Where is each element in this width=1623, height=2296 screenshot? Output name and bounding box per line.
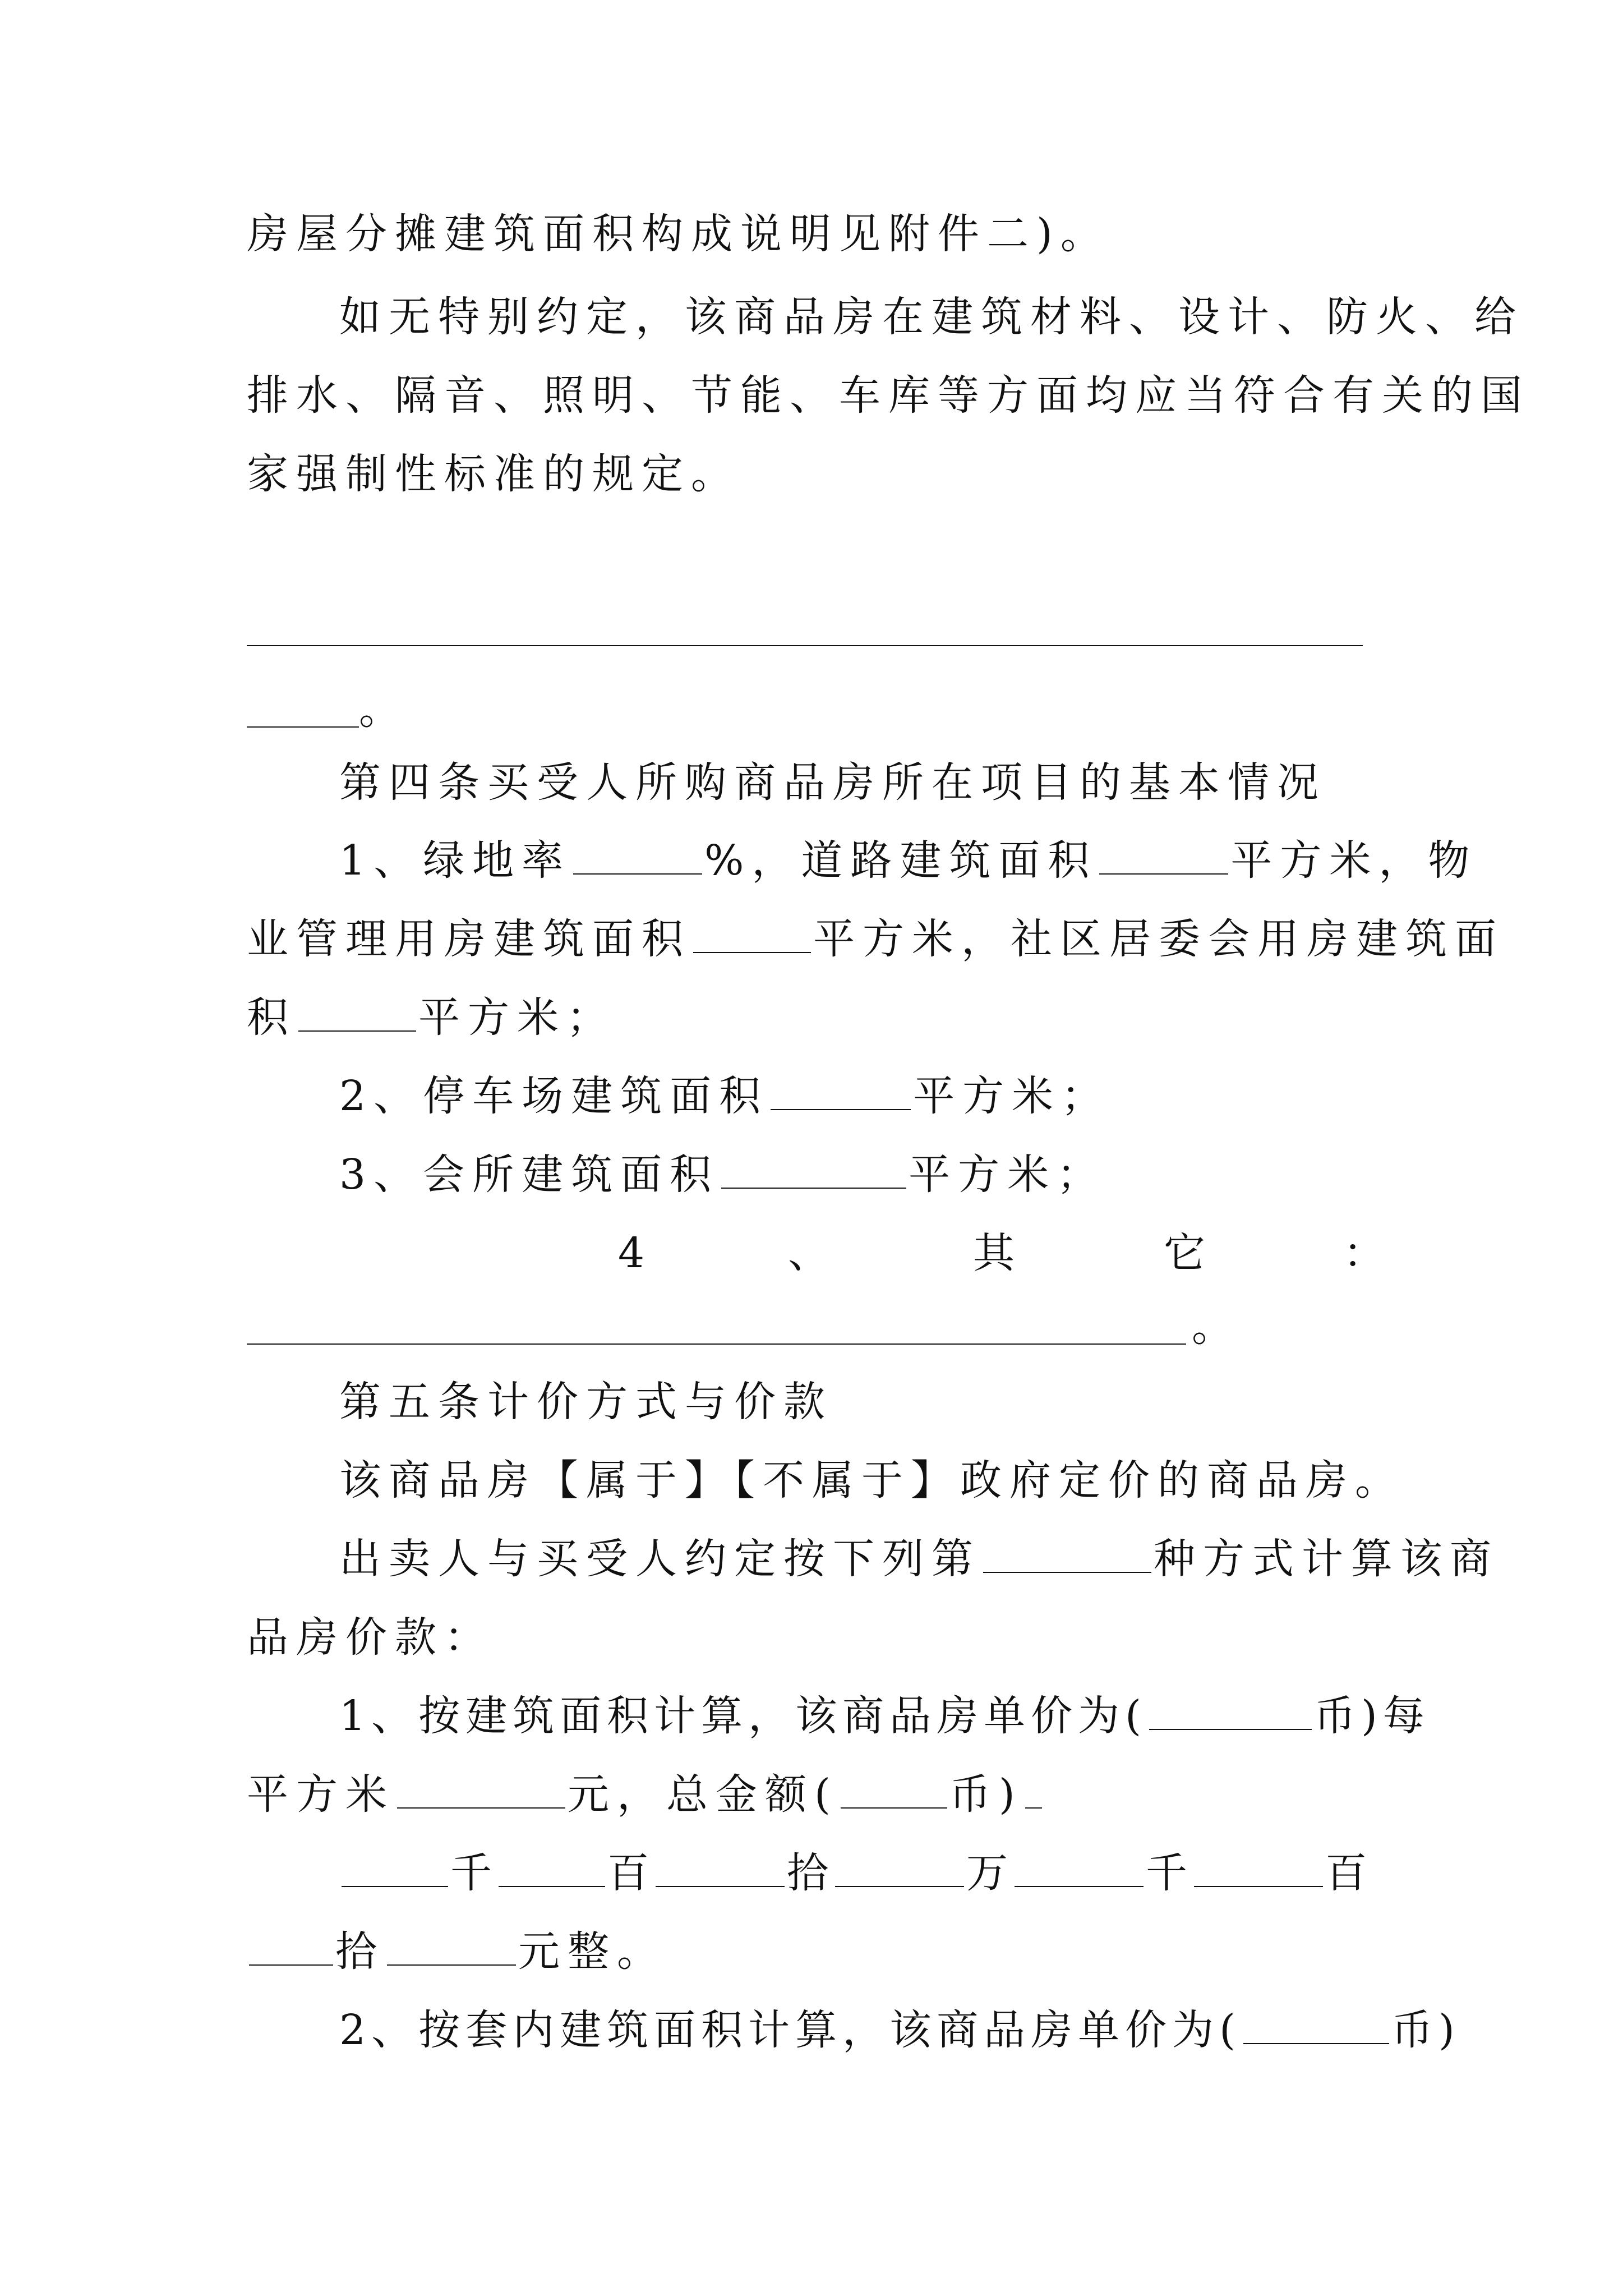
paragraph-line: 家强制性标准的规定。 — [247, 450, 740, 498]
blank-field — [693, 946, 811, 953]
text-segment: 千 — [1146, 1849, 1192, 1897]
text-segment: 平方米； — [913, 1072, 1111, 1120]
text-segment: 平方米； — [418, 993, 616, 1042]
paragraph-line — [339, 836, 1478, 885]
text-segment: 其 — [973, 1229, 1015, 1277]
text-segment: ： — [1343, 1229, 1385, 1277]
paragraph-line: 品房价款： — [247, 1613, 494, 1662]
text-segment: 元，总金额( — [568, 1770, 838, 1819]
text-segment: 拾 — [787, 1849, 833, 1897]
article-title: 第五条计价方式与价款 — [339, 1378, 833, 1426]
text-segment: 币)每 — [1313, 1692, 1430, 1740]
text-segment: 百 — [1325, 1849, 1371, 1897]
text-segment: 币) — [949, 1770, 1023, 1819]
blank-field — [771, 1103, 911, 1110]
blank-field — [983, 1566, 1151, 1573]
paragraph-line: 房屋分摊建筑面积构成说明见附件二)。 — [247, 210, 1110, 258]
blank-field — [387, 1959, 516, 1966]
text-segment: 种方式计算该商 — [1154, 1535, 1499, 1583]
text-segment: 、 — [788, 1229, 829, 1277]
text-segment: 平方米，社区居委会用房建筑面 — [813, 915, 1504, 963]
article-title: 第四条买受人所购商品房所在项目的基本情况 — [339, 758, 1326, 807]
text-segment: 它 — [1164, 1229, 1205, 1277]
blank-field — [1099, 868, 1228, 875]
paragraph-line — [339, 1692, 1430, 1740]
text-segment: 平方米，物 — [1230, 836, 1478, 885]
text-segment: 3、会所建筑面积 — [339, 1151, 720, 1199]
text-segment: 积 — [247, 993, 296, 1042]
blank-field — [298, 1025, 416, 1032]
blank-field — [499, 1880, 605, 1887]
paragraph-line — [339, 1151, 1106, 1199]
text-segment: 平方米； — [909, 1151, 1106, 1199]
paragraph-line — [339, 1535, 1499, 1583]
text-segment: %，道路建筑面积 — [704, 836, 1098, 885]
paragraph-line — [247, 1770, 1044, 1819]
blank-field — [1194, 1880, 1323, 1887]
paragraph-line: 如无特别约定，该商品房在建筑材料、设计、防火、给 — [339, 293, 1524, 341]
text-segment: 1、按建筑面积计算，该商品房单价为( — [339, 1692, 1147, 1740]
blank-fill-line — [247, 645, 1363, 646]
blank-field — [835, 1880, 964, 1887]
text-segment: 拾 — [335, 1927, 385, 1976]
paragraph-line: 。 — [359, 685, 408, 734]
blank-field — [1015, 1880, 1144, 1887]
paragraph-line: 该商品房【属于】【不属于】政府定价的商品房。 — [339, 1456, 1404, 1504]
text-segment: 业管理用房建筑面积 — [247, 915, 691, 963]
blank-field — [573, 868, 702, 875]
text-segment: 2、停车场建筑面积 — [339, 1072, 769, 1120]
blank-field — [1243, 2037, 1389, 2044]
blank-field — [1025, 1802, 1042, 1809]
blank-field — [397, 1802, 565, 1809]
text-segment: 万 — [966, 1849, 1012, 1897]
paragraph-line — [339, 1072, 1111, 1120]
paragraph-line — [339, 2006, 1460, 2054]
text-segment: 出卖人与买受人约定按下列第 — [339, 1535, 981, 1583]
paragraph-line — [339, 1849, 1371, 1897]
text-segment: 元整。 — [518, 1927, 666, 1976]
blank-field — [656, 1880, 785, 1887]
paragraph-line — [247, 1927, 666, 1976]
text-segment: 平方米 — [247, 1770, 395, 1819]
text-segment: 千 — [450, 1849, 496, 1897]
paragraph-line — [247, 915, 1504, 963]
text-segment: 百 — [607, 1849, 653, 1897]
text-segment: 币) — [1391, 2006, 1460, 2054]
paragraph-line: 。 — [1192, 1303, 1241, 1351]
paragraph-line: 排水、隔音、照明、节能、车库等方面均应当符合有关的国 — [247, 371, 1530, 420]
text-segment: 2、按套内建筑面积计算，该商品房单价为( — [339, 2006, 1241, 2054]
blank-fill-line — [247, 1343, 1186, 1345]
paragraph-line — [247, 993, 616, 1042]
text-segment: 1、绿地率 — [339, 836, 571, 885]
blank-fill-line — [247, 726, 359, 728]
blank-field — [342, 1880, 448, 1887]
text-segment: 4 — [618, 1229, 645, 1277]
blank-field — [841, 1802, 947, 1809]
blank-field — [249, 1959, 333, 1966]
blank-field — [1149, 1723, 1312, 1730]
blank-field — [721, 1182, 906, 1189]
